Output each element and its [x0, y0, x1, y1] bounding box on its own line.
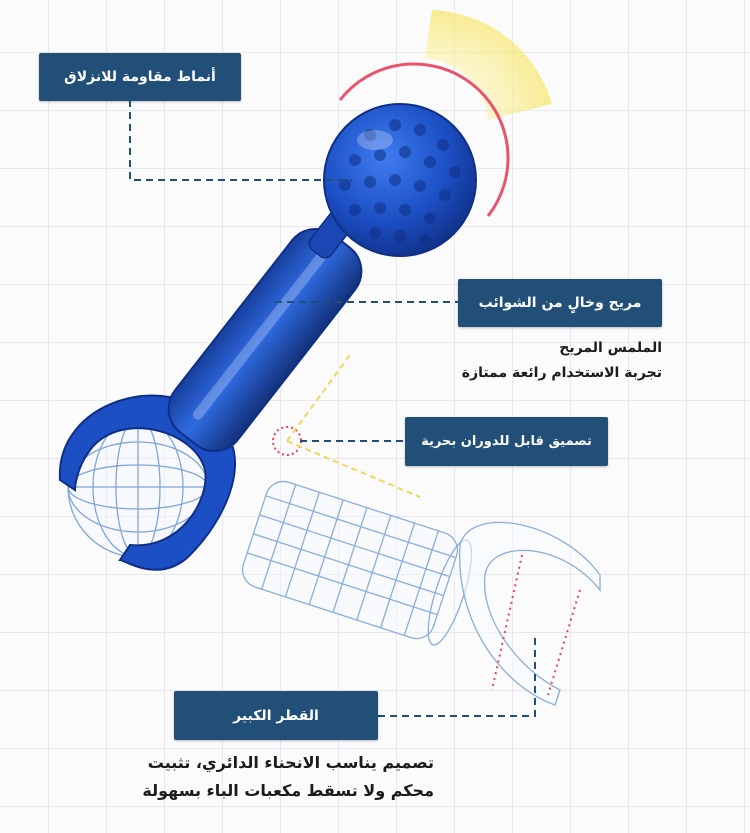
comfort-description: [462, 336, 662, 386]
comfort-line-2: تجربة الاستخدام رائعة ممتازة: [461, 365, 662, 381]
comfort-line-1: الملمس المريح: [559, 340, 662, 356]
diameter-description: [142, 749, 434, 805]
diameter-line-2: محكم ولا تسقط مكعبات الباء بسهولة: [142, 781, 434, 800]
blue-handle: [157, 217, 374, 463]
label-large-diameter-text: القطر الكبير: [233, 707, 319, 724]
label-rotation: [405, 417, 608, 466]
label-comfortable-text: مريح وخالٍ من الشوائب: [478, 295, 642, 311]
label-rotation-text: تصميق قابل للدوران بحرية: [421, 434, 592, 449]
wireframe-roller: [238, 477, 600, 705]
label-large-diameter: [174, 691, 378, 740]
label-anti-slip: [39, 53, 241, 101]
textured-ball: [324, 104, 476, 256]
yellow-highlight-shape: [425, 10, 552, 120]
leader-anti-slip: [130, 100, 352, 180]
diameter-line-1: تصميم يناسب الانحناء الدائري، تثبيت: [147, 753, 434, 772]
label-anti-slip-text: أنماط مقاومة للانزلاق: [64, 69, 216, 85]
label-comfortable: [458, 279, 662, 327]
